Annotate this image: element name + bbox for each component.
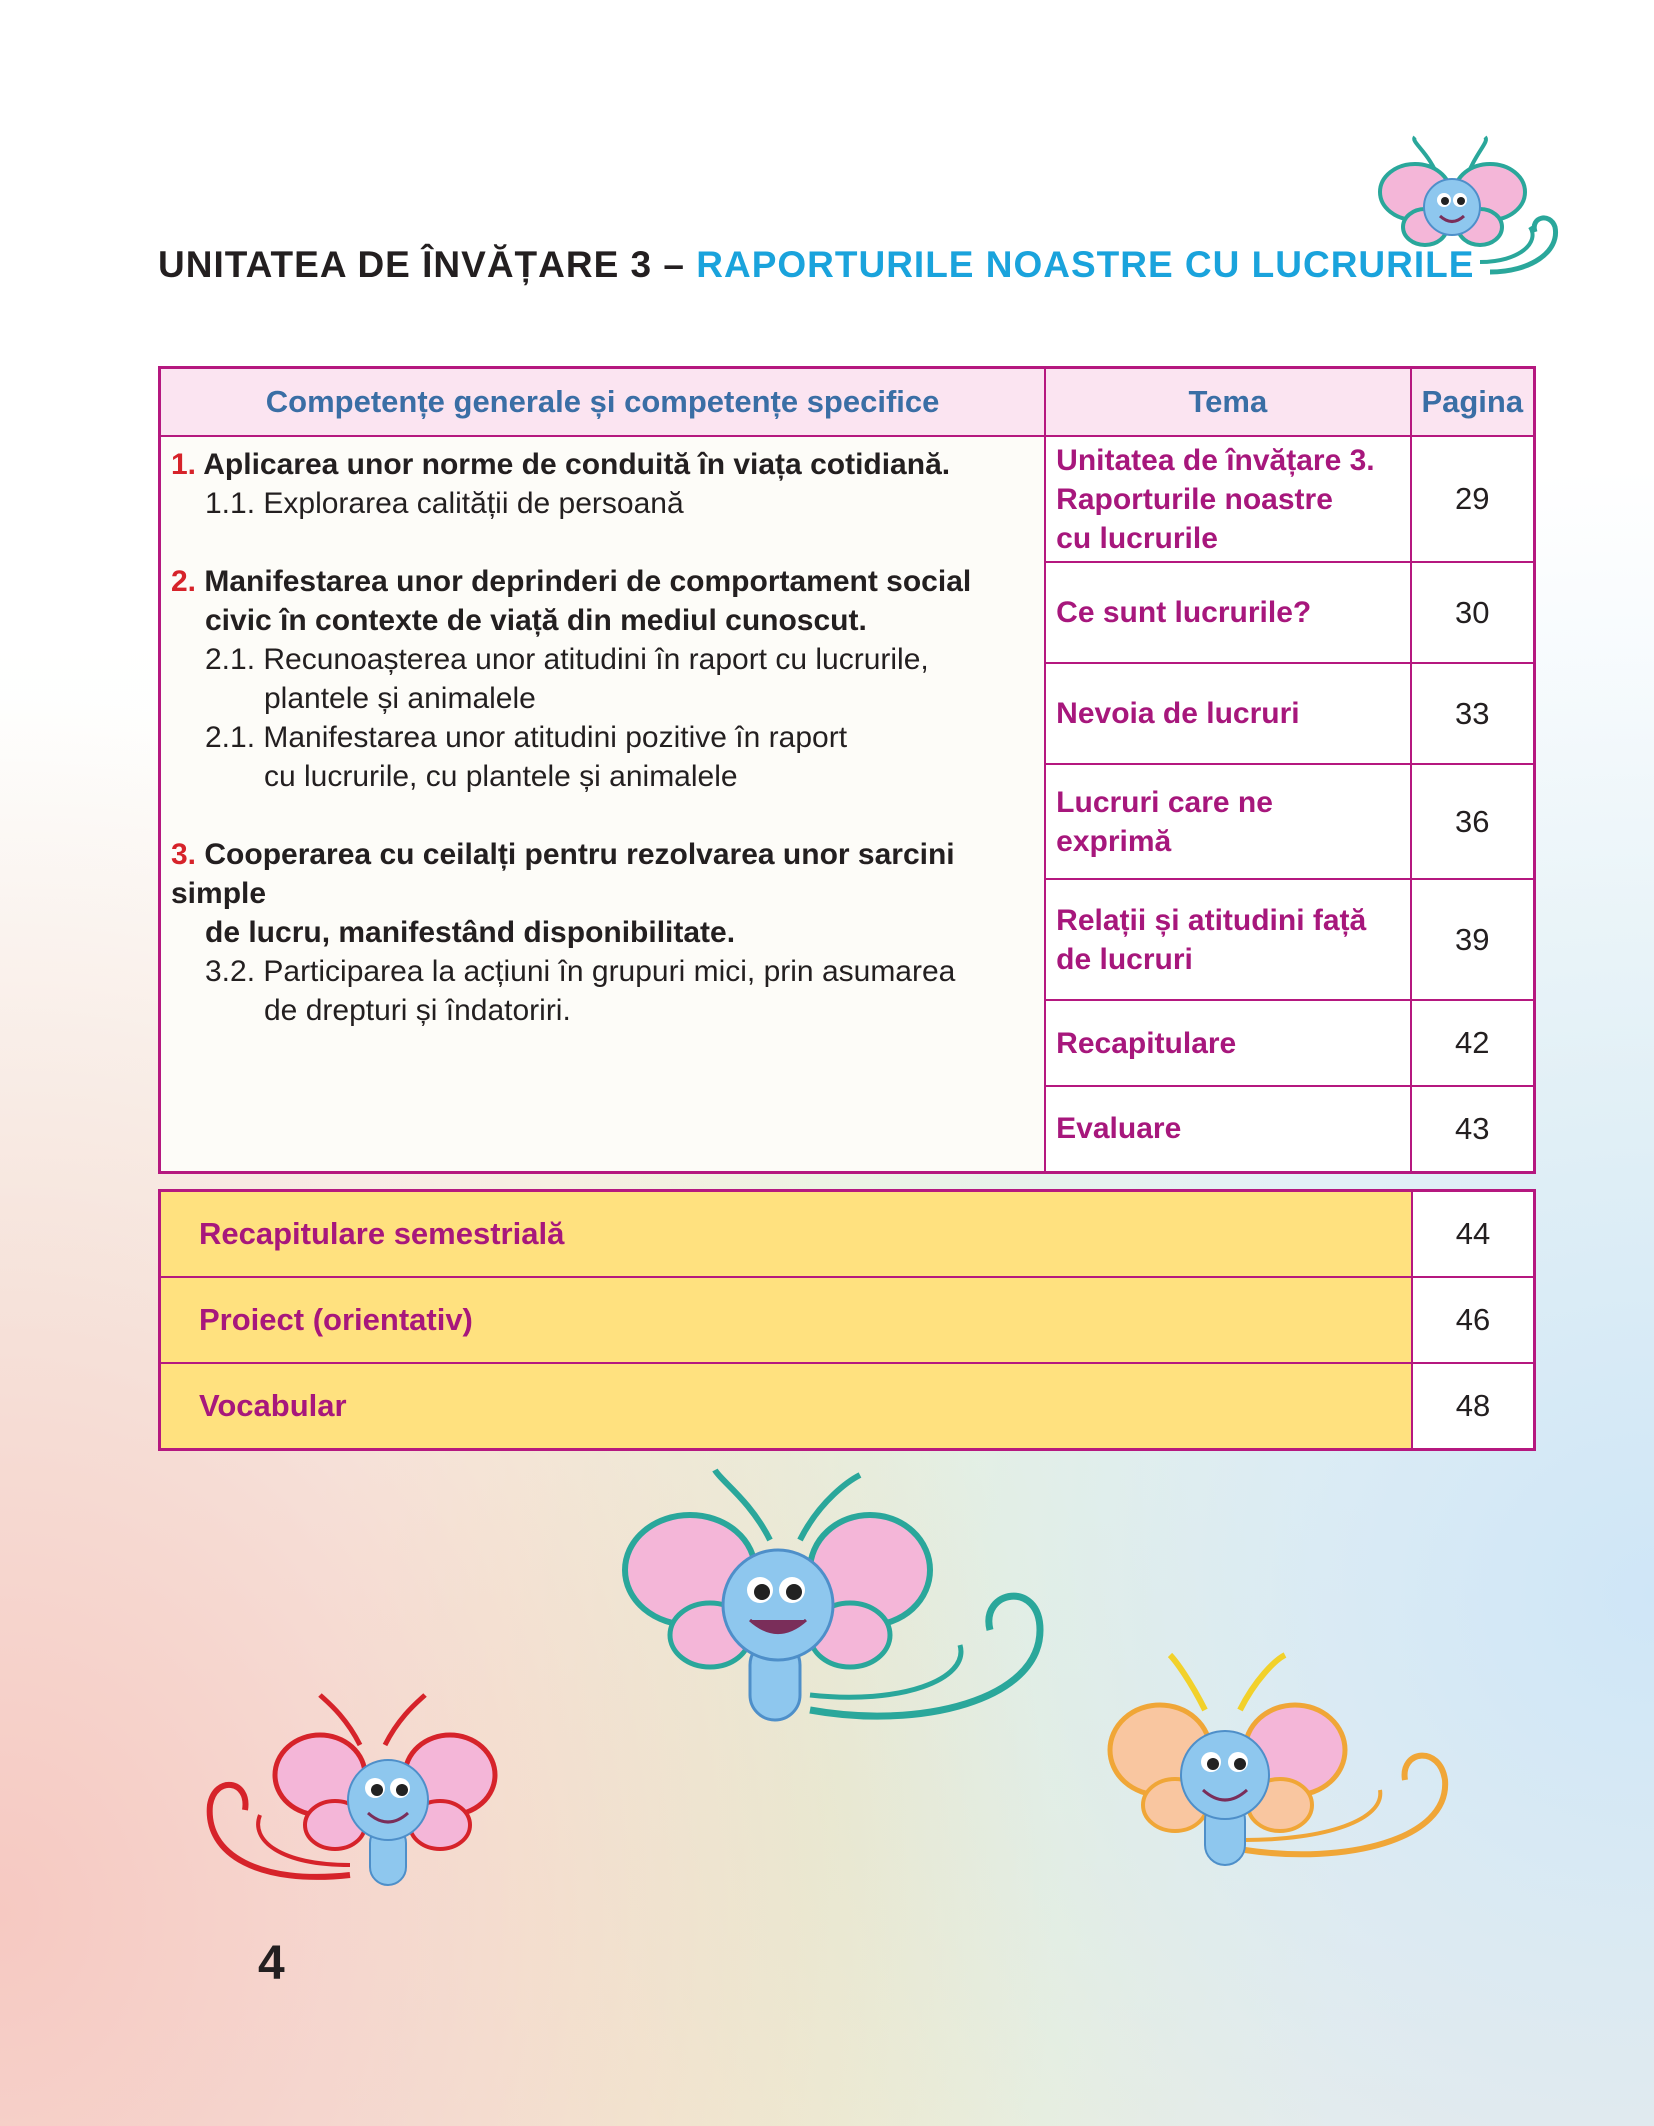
table-row [160, 1191, 1535, 1278]
header-page: Pagina [1411, 368, 1535, 437]
general-competence-1: 1. Aplicarea unor norme de conduită în viața cotidiană. [171, 448, 951, 481]
extra-label: Vocabular [160, 1363, 1413, 1450]
header-theme: Tema [1045, 368, 1410, 437]
extra-label: Recapitulare semestrială [160, 1191, 1413, 1278]
topic-cell: Lucruri care ne exprimă [1045, 764, 1410, 879]
general-competence-2: 2. Manifestarea unor deprinderi de comportament social [171, 565, 972, 598]
table-row [160, 1363, 1535, 1450]
extra-label: Proiect (orientativ) [160, 1277, 1413, 1363]
page-cell: 39 [1411, 879, 1535, 1000]
page-cell: 30 [1411, 562, 1535, 663]
table-row [160, 1277, 1535, 1363]
page-cell: 33 [1411, 663, 1535, 764]
header-competences: Competențe generale și competențe specifice [160, 368, 1046, 437]
unit-label: UNITATEA DE ÎNVĂȚARE 3 – [158, 244, 685, 285]
unit-name: RAPORTURILE NOASTRE CU LUCRURILE [696, 244, 1475, 285]
page-cell: 46 [1412, 1277, 1535, 1363]
butterfly-orange-icon [1105, 1650, 1455, 1890]
page-cell: 29 [1411, 436, 1535, 562]
topic-cell: Relații și atitudini față de lucruri [1045, 879, 1410, 1000]
specific-competence: 1.1. Explorarea calității de persoană [205, 487, 684, 520]
topic-cell: Unitatea de învățare 3. Raporturile noastre cu lucrurile [1045, 436, 1410, 562]
page-cell: 44 [1412, 1191, 1535, 1278]
unit-title [158, 244, 1474, 286]
topic-cell: Evaluare [1045, 1086, 1410, 1172]
page-number: 4 [258, 1937, 285, 1990]
page-cell: 43 [1411, 1086, 1535, 1172]
topic-cell: Recapitulare [1045, 1000, 1410, 1086]
extra-sections-table [158, 1189, 1536, 1451]
butterfly-pink-icon [200, 1685, 510, 1905]
table-header-row [160, 368, 1535, 437]
specific-competence: 2.1. Recunoașterea unor atitudini în raport cu lucrurile, [205, 643, 929, 676]
specific-competence: 2.1. Manifestarea unor atitudini pozitive în raport [205, 721, 848, 754]
specific-competence: 3.2. Participarea la acțiuni în grupuri mici, prin asumarea [205, 955, 956, 988]
table-row [160, 436, 1535, 562]
general-competence-3: 3. Cooperarea cu ceilalți pentru rezolvarea unor sarcini simple [171, 838, 955, 910]
butterfly-large-teal-icon [620, 1460, 1060, 1760]
page-cell: 42 [1411, 1000, 1535, 1086]
page-cell: 48 [1412, 1363, 1535, 1450]
topic-cell: Ce sunt lucrurile? [1045, 562, 1410, 663]
competences-table [158, 366, 1536, 1174]
page-cell: 36 [1411, 764, 1535, 879]
topic-cell: Nevoia de lucruri [1045, 663, 1410, 764]
competences-cell: 1. Aplicarea unor norme de conduită în viața cotidiană. 1.1. Explorarea calității de persoană 2. Manifestarea unor deprinderi de comportament social civic în contexte de viață din mediul cunoscut. 2.1. Recunoașterea unor atitudini în raport cu lucrurile, plantele și animalele 2.1. Manifestarea unor atitudini pozitive în raport cu lucrurile, cu plantele și animalele 3. Cooperarea cu ceilalți pentru rezolvarea unor sarcini simple de lucru, manifestând disponibilitate. 3.2. Participarea la acțiuni în grupuri mici, prin asumarea de drepturi și îndatoriri. [160, 436, 1046, 1172]
